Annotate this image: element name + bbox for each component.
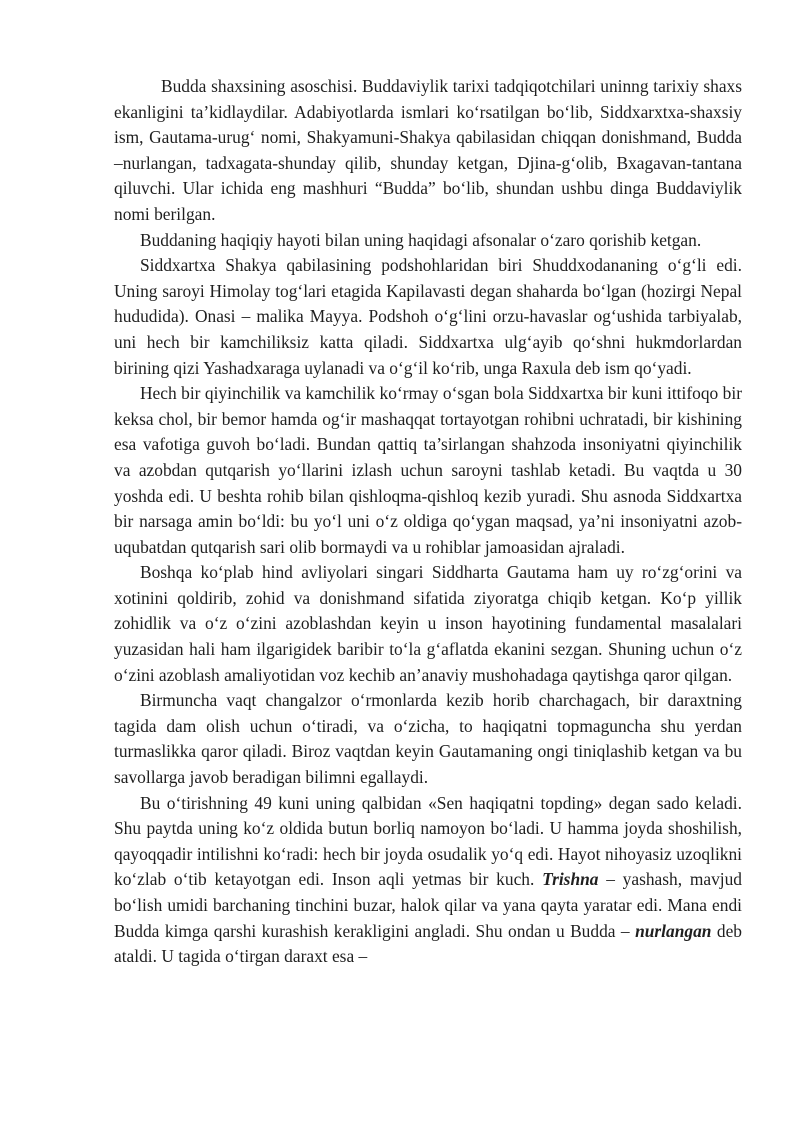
paragraph-text: – yashash, mavjud bo‘lish umidi barchaning tinchini buzar, halok qilar va yana qayta yaratar edi. Mana endi Budda kimga qarshi kurashish kerakligini angladi. Shu ondan u Budda – (114, 869, 742, 941)
paragraph-5 (114, 560, 742, 688)
paragraph-text: Boshqa ko‘plab hind avliyolari singari Siddharta Gautama ham uy ro‘zg‘orini va xotinini qoldirib, zohid va donishmand sifatida ziyoratga chiqib ketgan. Ko‘p yillik zohidlik va o‘z o‘zini azoblashdan keyin u inson hayotining fundamental masalalari yuzasidan hali ham ilgarigidek baribir to‘la g‘aflatda ekanini sezgan. Shuning uchun o‘z o‘zini azoblash amaliyotidan voz kechib an’anaviy mushohadaga qaytishga qaror qilgan. (114, 562, 742, 685)
document-page (114, 74, 742, 970)
paragraph-3 (114, 253, 742, 381)
emphasized-term-nurlangan: nurlangan (635, 920, 712, 941)
paragraph-2 (114, 228, 742, 254)
paragraph-1 (114, 74, 742, 228)
paragraph-text: Bu o‘tirishning 49 kuni uning qalbidan «Sen haqiqatni topding» degan sado keladi. Shu paytda uning ko‘z oldida butun borliq namoyon bo‘ladi. U hamma joyda shoshilish, qayoqqadir intilishni ko‘radi: hech bir joyda osudalik yo‘q edi. Hayot nihoyasiz uzoqlikni ko‘zlab o‘tib ketayotgan edi. Inson aqli yetmas bir kuch. (114, 792, 742, 890)
paragraph-text: Hech bir qiyinchilik va kamchilik ko‘rmay o‘sgan bola Siddxartxa bir kuni ittifoqo bir keksa chol, bir bemor hamda og‘ir mashaqqat tortayotgan rohibni uchratadi, bir kishining esa vafotiga guvoh bo‘ladi. Bundan qattiq ta’sirlangan shahzoda insoniyatni qiyinchilik va azobdan qutqarish yo‘llarini izlash uchun saroyni tashlab ketadi. Bu vaqtda u 30 yoshda edi. U beshta rohib bilan qishloqma-qishloq kezib yuradi. Shu asnoda Siddxartxa bir narsaga amin bo‘ldi: bu yo‘l uni o‘z oldiga qo‘ygan maqsad, ya’ni insoniyatni azob-uqubatdan qutqarish sari olib bormaydi va u rohiblar jamoasidan ajraladi. (114, 383, 742, 557)
paragraph-text: Buddaning haqiqiy hayoti bilan uning haqidagi afsonalar o‘zaro qorishib ketgan. (140, 229, 702, 250)
paragraph-6 (114, 688, 742, 790)
paragraph-4 (114, 381, 742, 560)
paragraph-text: Budda shaxsining asoschisi. Buddaviylik tarixi tadqiqotchilari uninng tarixiy shaxs ekanligini ta’kidlaydilar. Adabiyotlarda ismlari ko‘rsatilgan bo‘lib, Siddxarxtxa-shaxsiy ism, Gautama-urug‘ nomi, Shakyamuni-Shakya qabilasidan chiqqan donishmand, Budda –nurlangan, tadxagata-shunday qilib, shunday ketgan, Djina-g‘olib, Bxagavan-tantana qiluvchi. Ular ichida eng mashhuri “Budda” bo‘lib, shundan ushbu dinga Buddaviylik nomi berilgan. (114, 76, 742, 224)
emphasized-term-trishna: Trishna (542, 869, 599, 890)
paragraph-text: deb ataldi. U tagida o‘tirgan daraxt esa – (114, 920, 742, 967)
paragraph-text: Siddxartxa Shakya qabilasining podshohlaridan biri Shuddxodananing o‘g‘li edi. Uning saroyi Himolay tog‘lari etagida Kapilavasti degan shaharda bo‘lgan (hozirgi Nepal hududida). Onasi – malika Mayya. Podshoh o‘g‘lini orzu-havaslar og‘ushida tarbiyalab, uni hech bir kamchiliksiz katta qiladi. Siddxartxa ulg‘ayib qo‘shni hukmdorlardan birining qizi Yashadxaraga uylanadi va o‘g‘il ko‘rib, unga Raxula deb ism qo‘yadi. (114, 255, 742, 378)
paragraph-text: Birmuncha vaqt changalzor o‘rmonlarda kezib horib charchagach, bir daraxtning tagida dam olish uchun o‘tiradi, va o‘zicha, to haqiqatni topmaguncha shu yerdan turmaslikka qaror qiladi. Biroz vaqtdan keyin Gautamaning ongi tiniqlashib ketgan va bu savollarga javob beradigan bilimni egallaydi. (114, 690, 742, 788)
paragraph-7 (114, 791, 742, 970)
